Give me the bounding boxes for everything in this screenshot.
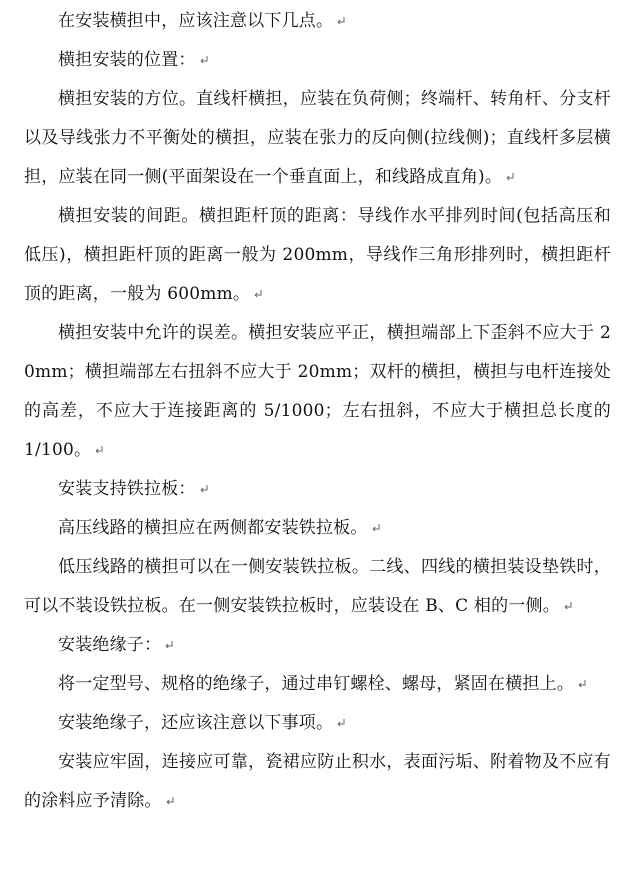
return-arrow-icon	[336, 718, 346, 728]
paragraph-text: 在安装横担中，应该注意以下几点。	[58, 11, 334, 31]
paragraph-5	[0, 314, 633, 470]
return-arrow-icon	[371, 523, 381, 533]
return-arrow-icon	[577, 679, 587, 689]
return-arrow-icon	[164, 640, 174, 650]
return-arrow-icon	[336, 16, 346, 26]
paragraph-text: 安装支持铁拉板：	[58, 479, 196, 499]
paragraph-11	[0, 704, 633, 743]
return-arrow-icon	[165, 796, 175, 806]
paragraph-8	[0, 548, 633, 626]
return-arrow-icon	[199, 484, 209, 494]
return-arrow-icon	[199, 55, 209, 65]
paragraph-text: 横担安装中允许的误差。横担安装应平正，横担端部上下歪斜不应大于 20mm；横担端部左右扭斜不应大于 20mm；双杆的横担，横担与电杆连接处的高差，不应大于连接距离的 5/1000；左右扭斜，不应大于横担总长度的 1/100。	[24, 323, 611, 460]
paragraph-text: 横担安装的位置：	[58, 50, 196, 70]
paragraph-1	[0, 2, 633, 41]
paragraph-text: 低压线路的横担可以在一侧安装铁拉板。二线、四线的横担装设垫铁时，可以不装设铁拉板。在一侧安装铁拉板时，应装设在 B、C 相的一侧。	[24, 557, 611, 616]
return-arrow-icon	[505, 172, 515, 182]
paragraph-text: 安装应牢固，连接应可靠，瓷裙应防止积水，表面污垢、附着物及不应有的涂料应予清除。	[24, 752, 611, 811]
paragraph-3	[0, 80, 633, 197]
return-arrow-icon	[253, 289, 263, 299]
paragraph-4	[0, 197, 633, 314]
paragraph-7	[0, 509, 633, 548]
paragraph-12	[0, 743, 633, 821]
paragraph-6	[0, 470, 633, 509]
paragraph-text: 高压线路的横担应在两侧都安装铁拉板。	[58, 518, 368, 538]
paragraph-text: 安装绝缘子：	[58, 635, 162, 655]
return-arrow-icon	[563, 601, 573, 611]
paragraph-2	[0, 41, 633, 80]
paragraph-text: 横担安装的方位。直线杆横担，应装在负荷侧；终端杆、转角杆、分支杆以及导线张力不平衡处的横担，应装在张力的反向侧(拉线侧)；直线杆多层横担，应装在同一侧(平面架设在一个垂直面上，和线路成直角)。	[24, 89, 611, 187]
return-arrow-icon	[94, 445, 104, 455]
paragraph-text: 安装绝缘子，还应该注意以下事项。	[58, 713, 334, 733]
paragraph-text: 将一定型号、规格的绝缘子，通过串钉螺栓、螺母，紧固在横担上。	[58, 674, 574, 694]
paragraph-9	[0, 626, 633, 665]
paragraph-text: 横担安装的间距。横担距杆顶的距离：导线作水平排列时间(包括高压和低压)，横担距杆顶的距离一般为 200mm，导线作三角形排列时，横担距杆顶的距离，一般为 600mm。	[24, 206, 611, 304]
paragraph-10	[0, 665, 633, 704]
